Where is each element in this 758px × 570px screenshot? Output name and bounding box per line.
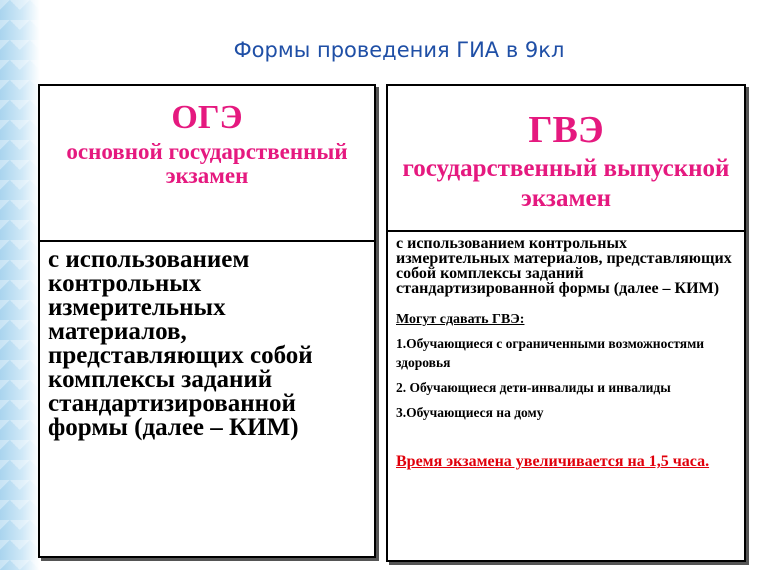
- oge-description: с использованием контрольных измерительных материалов, представляющих собой комплексы заданий стандартизированной формы (далее – КИМ): [48, 246, 313, 441]
- oge-card: [38, 84, 376, 558]
- list-item: 2. Обучающиеся дети-инвалиды и инвалиды: [396, 380, 671, 395]
- gve-body: [388, 232, 744, 478]
- oge-header: [40, 86, 374, 242]
- oge-abbreviation: ОГЭ: [171, 99, 243, 136]
- gve-card: [386, 84, 746, 562]
- list-item: 3.Обучающиеся на дому: [396, 405, 544, 420]
- gve-time-note: Время экзамена увеличивается на 1,5 часа.: [396, 453, 710, 470]
- list-item: 1.Обучающиеся с ограниченными возможностями здоровья: [396, 336, 705, 370]
- gve-full-name: государственный выпускной экзамен: [402, 155, 730, 212]
- left-decoration: [0, 0, 40, 570]
- gve-description: с использованием контрольных измерительных материалов, представляющих собой комплексы заданий стандартизированной формы (далее – КИМ): [396, 235, 732, 297]
- gve-eligibility-list: [396, 334, 736, 422]
- gve-eligibility-title: Могут сдавать ГВЭ:: [396, 312, 525, 327]
- gve-abbreviation: ГВЭ: [528, 109, 604, 151]
- gve-header: [388, 86, 744, 232]
- oge-full-name: основной государственный экзамен: [66, 139, 348, 188]
- page-title: Формы проведения ГИА в 9кл: [233, 38, 565, 62]
